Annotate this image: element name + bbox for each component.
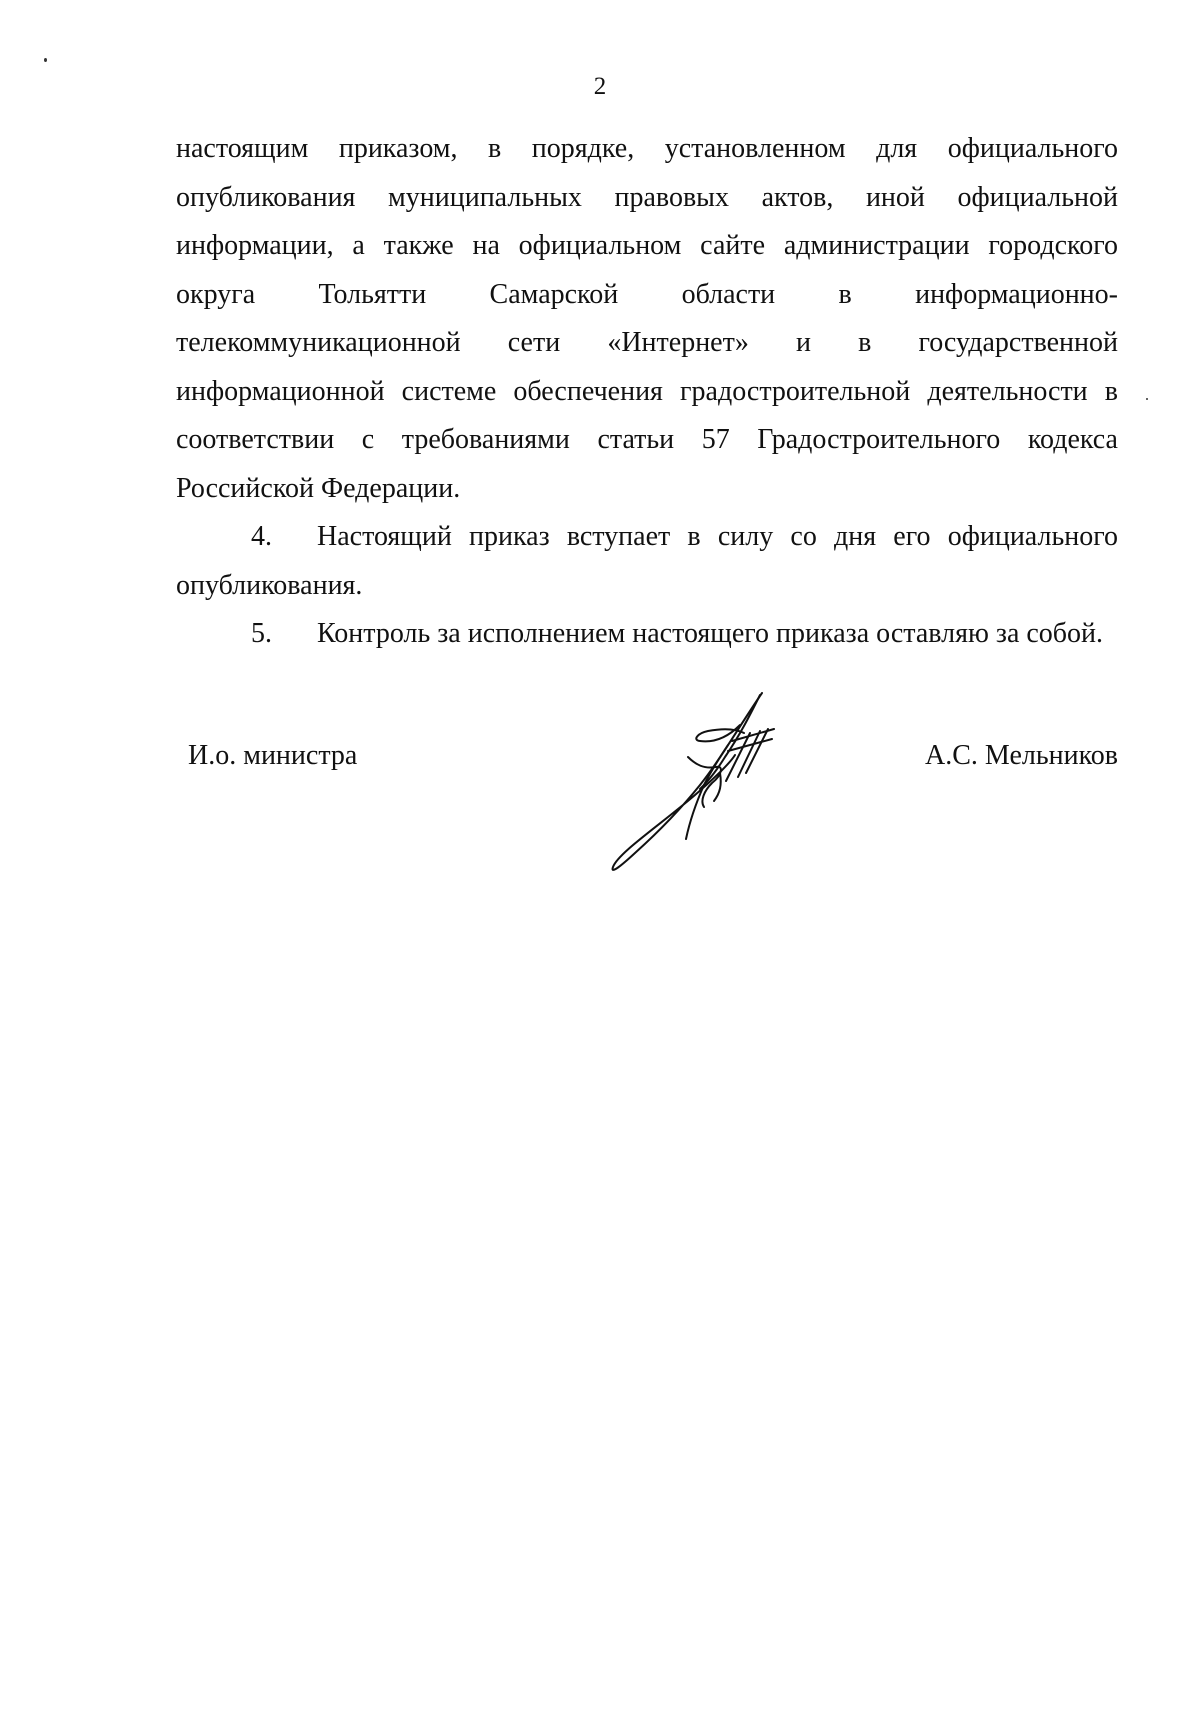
item-text: Контроль за исполнением настоящего приказа оставляю за собой. [317, 618, 1104, 649]
item-number: 5. [251, 618, 272, 649]
list-item [176, 610, 1118, 659]
item-text: Настоящий приказ вступает в силу со дня его официального опубликования. [176, 521, 1118, 601]
page-number: 2 [593, 73, 607, 100]
scan-mark [44, 58, 47, 62]
signer-name: А.С. Мельников [925, 740, 1118, 771]
signer-position: И.о. министра [188, 740, 358, 771]
document-body [176, 125, 1118, 659]
list-item [176, 513, 1118, 610]
continued-paragraph: настоящим приказом, в порядке, установленном для официального опубликования муниципальных правовых актов, иной официальной информации, а также на официальном сайте администрации городского округа Тольятти Самарской области в информационно-телекоммуникационной сети «Интернет» и в государственной информационной системе обеспечения градостроительной деятельности в соответствии с требованиями статьи 57 Градостроительного кодекса Российской Федерации. [176, 133, 1118, 504]
item-number: 4. [251, 521, 272, 552]
handwritten-signature-icon [600, 685, 800, 885]
scan-mark [1146, 398, 1148, 400]
